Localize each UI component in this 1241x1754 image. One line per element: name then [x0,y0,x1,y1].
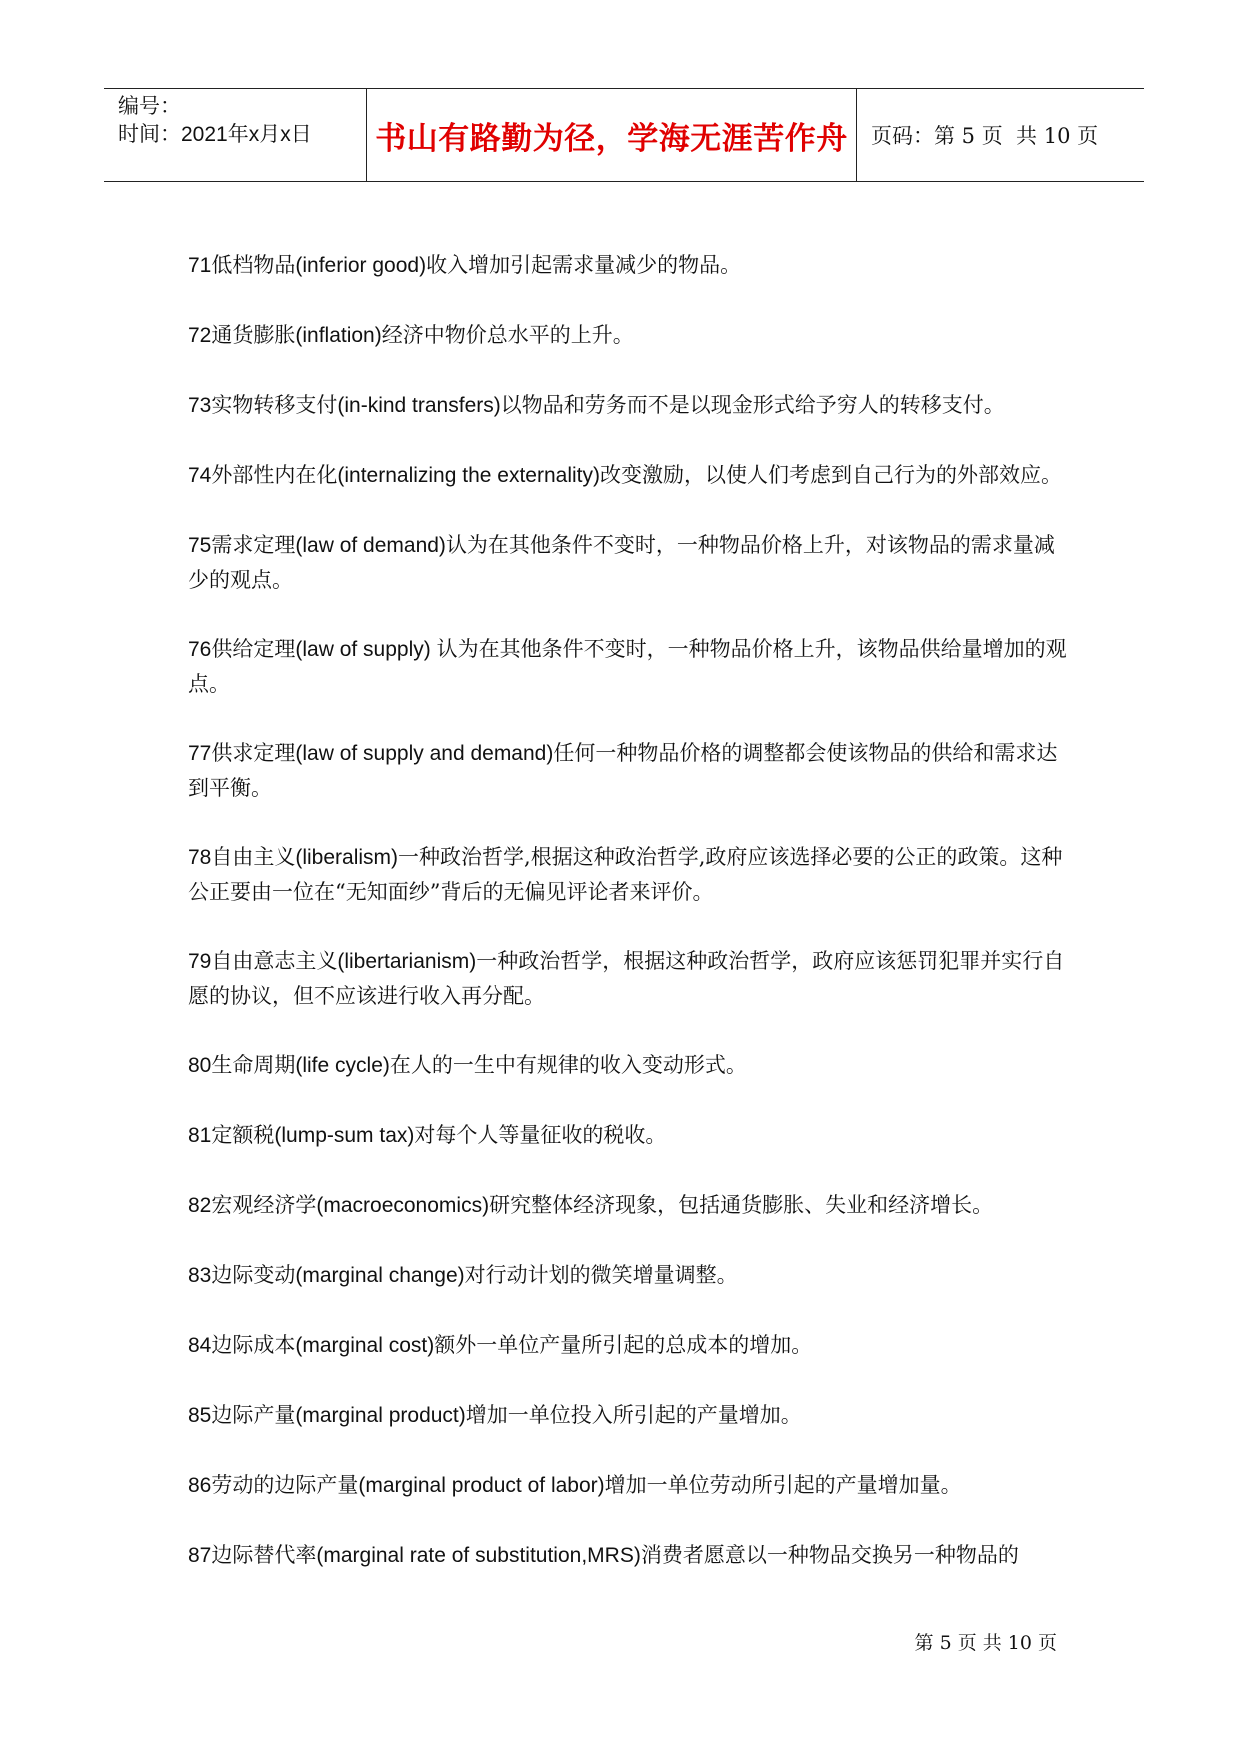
entry-english: (inflation) [295,324,382,347]
entry-term: 低档物品 [211,253,296,277]
glossary-entry [188,944,1068,1013]
entry-english: (lump-sum tax) [274,1124,415,1147]
entry-number: 73 [188,394,212,417]
entry-number: 76 [188,638,212,661]
entry-description: 收入增加引起需求量减少的物品。 [426,253,742,277]
entry-term: 需求定理 [211,533,296,557]
glossary-list [188,248,1068,1608]
entry-description: 以物品和劳务而不是以现金形式给予穷人的转移支付。 [500,393,1005,417]
entry-number: 71 [188,254,212,277]
entry-term: 供给定理 [211,637,296,661]
entry-english: (macroeconomics) [316,1194,490,1217]
entry-term: 实物转移支付 [211,393,338,417]
entry-number: 74 [188,464,212,487]
glossary-entry [188,1188,1068,1223]
entry-description: 任何一种物品价格的调整都会使该物品的供给和需求达到平衡。 [188,741,1058,800]
entry-number: 83 [188,1264,212,1287]
glossary-entry [188,1398,1068,1433]
glossary-entry [188,1538,1068,1573]
entry-term: 边际变动 [211,1263,296,1287]
glossary-entry [188,388,1068,423]
entry-number: 82 [188,1194,212,1217]
time-label: 时间：2021年x月x日 [118,123,312,146]
entry-term: 边际产量 [211,1403,296,1427]
entry-english: (in-kind transfers) [337,394,501,417]
entry-description: 增加一单位投入所引起的产量增加。 [465,1403,802,1427]
entry-term: 自由意志主义 [211,949,338,973]
glossary-entry [188,318,1068,353]
glossary-entry [188,1468,1068,1503]
entry-description: 一种政治哲学,根据这种政治哲学,政府应该选择必要的公正的政策。这种公正要由一位在“无知面纱”背后的无偏见评论者来评价。 [188,845,1063,904]
entry-english: (law of supply and demand) [295,742,554,765]
entry-number: 72 [188,324,212,347]
entry-english: (inferior good) [295,254,427,277]
glossary-entry [188,248,1068,283]
header-page-cell [857,89,1144,181]
glossary-entry [188,1328,1068,1363]
entry-term: 自由主义 [211,845,296,869]
entry-english: (internalizing the externality) [337,464,600,487]
header-motto: 书山有路勤为径，学海无涯苦作舟 [375,120,848,157]
entry-term: 边际成本 [211,1333,296,1357]
entry-number: 75 [188,534,212,557]
entry-number: 84 [188,1334,212,1357]
entry-number: 85 [188,1404,212,1427]
header-page-info: 页码：第 5 页 共 10 页 [871,124,1099,148]
entry-english: (libertarianism) [337,950,477,973]
glossary-entry [188,1118,1068,1153]
entry-description: 认为在其他条件不变时，一种物品价格上升，对该物品的需求量减少的观点。 [188,533,1055,592]
entry-term: 供求定理 [211,741,296,765]
entry-description: 在人的一生中有规律的收入变动形式。 [389,1053,747,1077]
entry-english: (marginal cost) [295,1334,435,1357]
entry-number: 87 [188,1544,212,1567]
page-header [104,88,1144,182]
page-footer: 第 5 页 共 10 页 [914,1632,1057,1654]
glossary-entry [188,736,1068,805]
entry-description: 研究整体经济现象，包括通货膨胀、失业和经济增长。 [489,1193,994,1217]
entry-description: 一种政治哲学，根据这种政治哲学，政府应该惩罚犯罪并实行自愿的协议，但不应该进行收入再分配。 [188,949,1065,1008]
entry-english: (marginal change) [295,1264,465,1287]
entry-number: 80 [188,1054,212,1077]
entry-description: 增加一单位劳动所引起的产量增加量。 [604,1473,962,1497]
glossary-entry [188,1258,1068,1293]
entry-number: 78 [188,846,212,869]
entry-description: 经济中物价总水平的上升。 [381,323,634,347]
entry-english: (marginal product) [295,1404,466,1427]
entry-term: 宏观经济学 [211,1193,317,1217]
glossary-entry [188,528,1068,597]
entry-number: 81 [188,1124,212,1147]
header-meta [104,89,367,181]
entry-description: 额外一单位产量所引起的总成本的增加。 [434,1333,813,1357]
entry-description: 改变激励，以使人们考虑到自己行为的外部效应。 [599,463,1062,487]
glossary-entry [188,458,1068,493]
entry-description: 消费者愿意以一种物品交换另一种物品的 [640,1543,1019,1567]
entry-description: 认为在其他条件不变时，一种物品价格上升，该物品供给量增加的观点。 [188,637,1067,696]
header-motto-cell [367,89,857,181]
entry-description: 对每个人等量征收的税收。 [414,1123,667,1147]
entry-english: (law of supply) [295,638,437,661]
entry-term: 边际替代率 [211,1543,317,1567]
entry-english: (marginal rate of substitution,MRS) [316,1544,641,1567]
entry-number: 77 [188,742,212,765]
entry-english: (life cycle) [295,1054,390,1077]
entry-term: 外部性内在化 [211,463,338,487]
serial-label: 编号： [118,95,181,118]
entry-english: (law of demand) [295,534,446,557]
entry-term: 通货膨胀 [211,323,296,347]
entry-number: 86 [188,1474,212,1497]
entry-term: 劳动的边际产量 [211,1473,359,1497]
entry-description: 对行动计划的微笑增量调整。 [464,1263,738,1287]
glossary-entry [188,840,1068,909]
entry-number: 79 [188,950,212,973]
entry-term: 定额税 [211,1123,275,1147]
entry-english: (marginal product of labor) [358,1474,605,1497]
glossary-entry [188,1048,1068,1083]
glossary-entry [188,632,1068,701]
entry-term: 生命周期 [211,1053,296,1077]
entry-english: (liberalism) [295,846,399,869]
